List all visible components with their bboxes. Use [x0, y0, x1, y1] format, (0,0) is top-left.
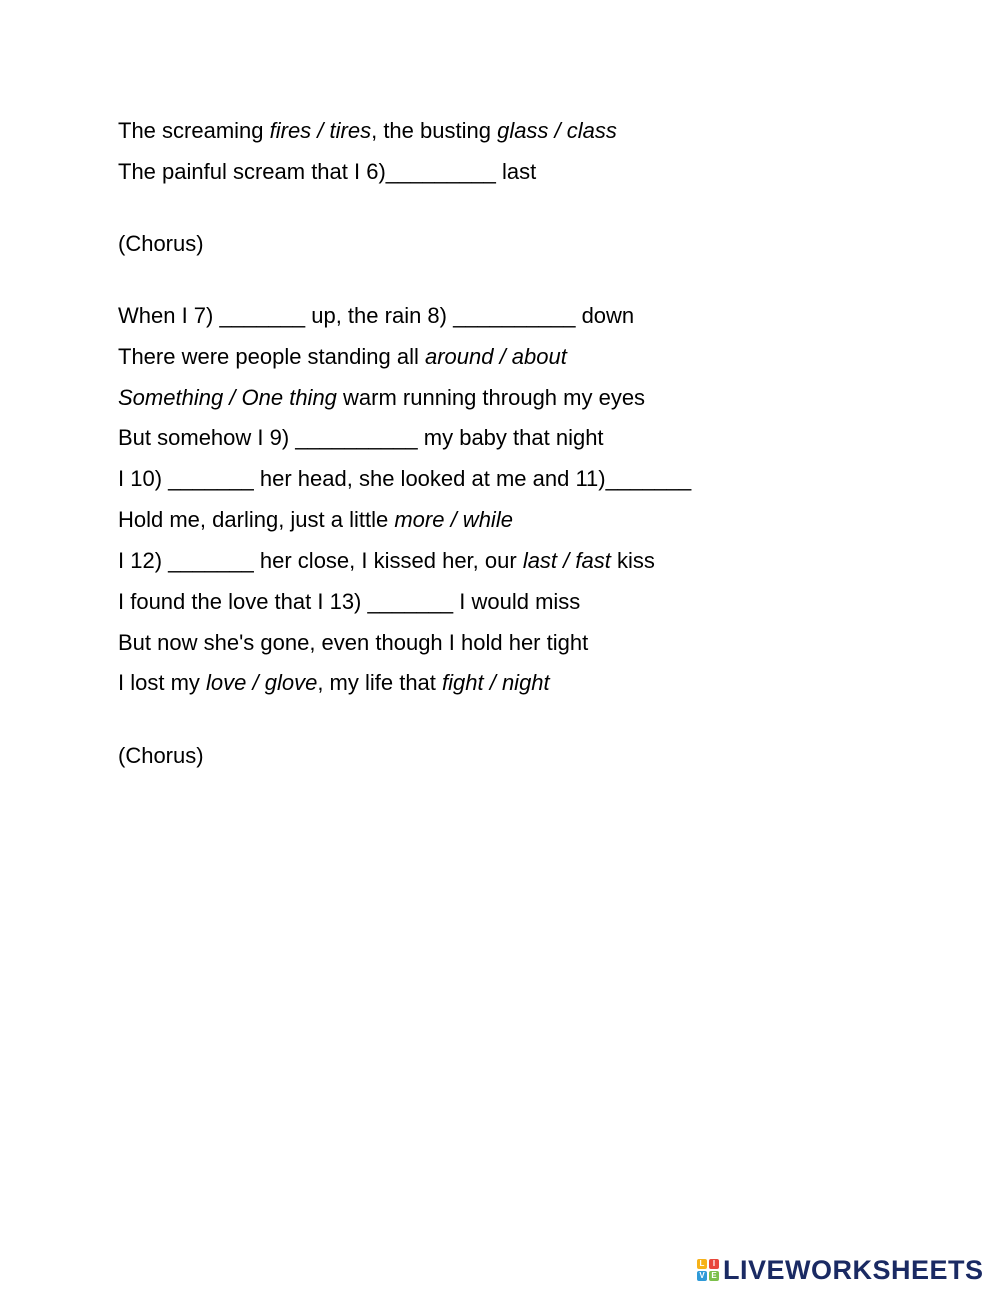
liveworksheets-logo	[697, 1255, 984, 1285]
chorus-text: (Chorus)	[118, 231, 204, 256]
lyric-text: , my life that	[317, 670, 443, 695]
lyric-text: There were people standing all	[118, 344, 425, 369]
lyric-text: kiss	[610, 548, 655, 573]
lyric-line-7	[118, 425, 604, 451]
lyric-text-blank-12: I 12) _______ her close, I kissed her, our	[118, 548, 523, 573]
lyric-text-blank-6: The painful scream that I 6)_________ last	[118, 159, 537, 184]
lyric-text-blank-9: But somehow I 9) __________ my baby that night	[118, 425, 604, 450]
chorus-text: (Chorus)	[118, 743, 204, 768]
badge-letter-v: V	[697, 1271, 707, 1281]
lyric-text: The screaming	[118, 118, 270, 143]
lyric-line-10	[118, 548, 655, 574]
lyric-text: I lost my	[118, 670, 207, 695]
lyric-text-blanks-10-11: I 10) _______ her head, she looked at me and 11)_______	[118, 466, 692, 491]
lyric-text: warm running through my eyes	[336, 385, 646, 410]
badge-letter-i: I	[709, 1259, 719, 1269]
lyric-text: , the busting	[371, 118, 498, 143]
lyric-line-4	[118, 303, 634, 329]
word-choice-around-about: around / about	[424, 344, 567, 369]
word-choice-something-one-thing: Something / One thing	[118, 385, 337, 410]
live-badge-icon	[697, 1259, 719, 1281]
word-choice-fires-tires: fires / tires	[269, 118, 372, 143]
chorus-label-1	[118, 231, 204, 257]
lyric-line-9	[118, 507, 513, 533]
logo-text: LIVEWORKSHEETS	[723, 1255, 984, 1285]
word-choice-last-fast: last / fast	[522, 548, 611, 573]
lyric-text: But now she's gone, even though I hold her tight	[118, 630, 589, 655]
word-choice-love-glove: love / glove	[206, 670, 318, 695]
word-choice-fight-night: fight / night	[442, 670, 550, 695]
lyric-text: Hold me, darling, just a little	[118, 507, 395, 532]
lyric-line-8	[118, 466, 691, 492]
lyric-line-2	[118, 159, 536, 185]
lyric-text-blank-13: I found the love that I 13) _______ I would miss	[118, 589, 581, 614]
chorus-label-2	[118, 743, 204, 769]
lyric-line-13	[118, 670, 550, 696]
lyric-line-5	[118, 344, 567, 370]
lyric-line-12	[118, 630, 588, 656]
lyric-line-1	[118, 118, 617, 144]
badge-letter-e: E	[709, 1271, 719, 1281]
lyric-line-11	[118, 589, 580, 615]
lyric-text-blanks-7-8: When I 7) _______ up, the rain 8) __________ down	[118, 303, 635, 328]
lyric-line-6	[118, 385, 645, 411]
badge-letter-l: L	[697, 1259, 707, 1269]
word-choice-more-while: more / while	[394, 507, 513, 532]
word-choice-glass-class: glass / class	[497, 118, 617, 143]
